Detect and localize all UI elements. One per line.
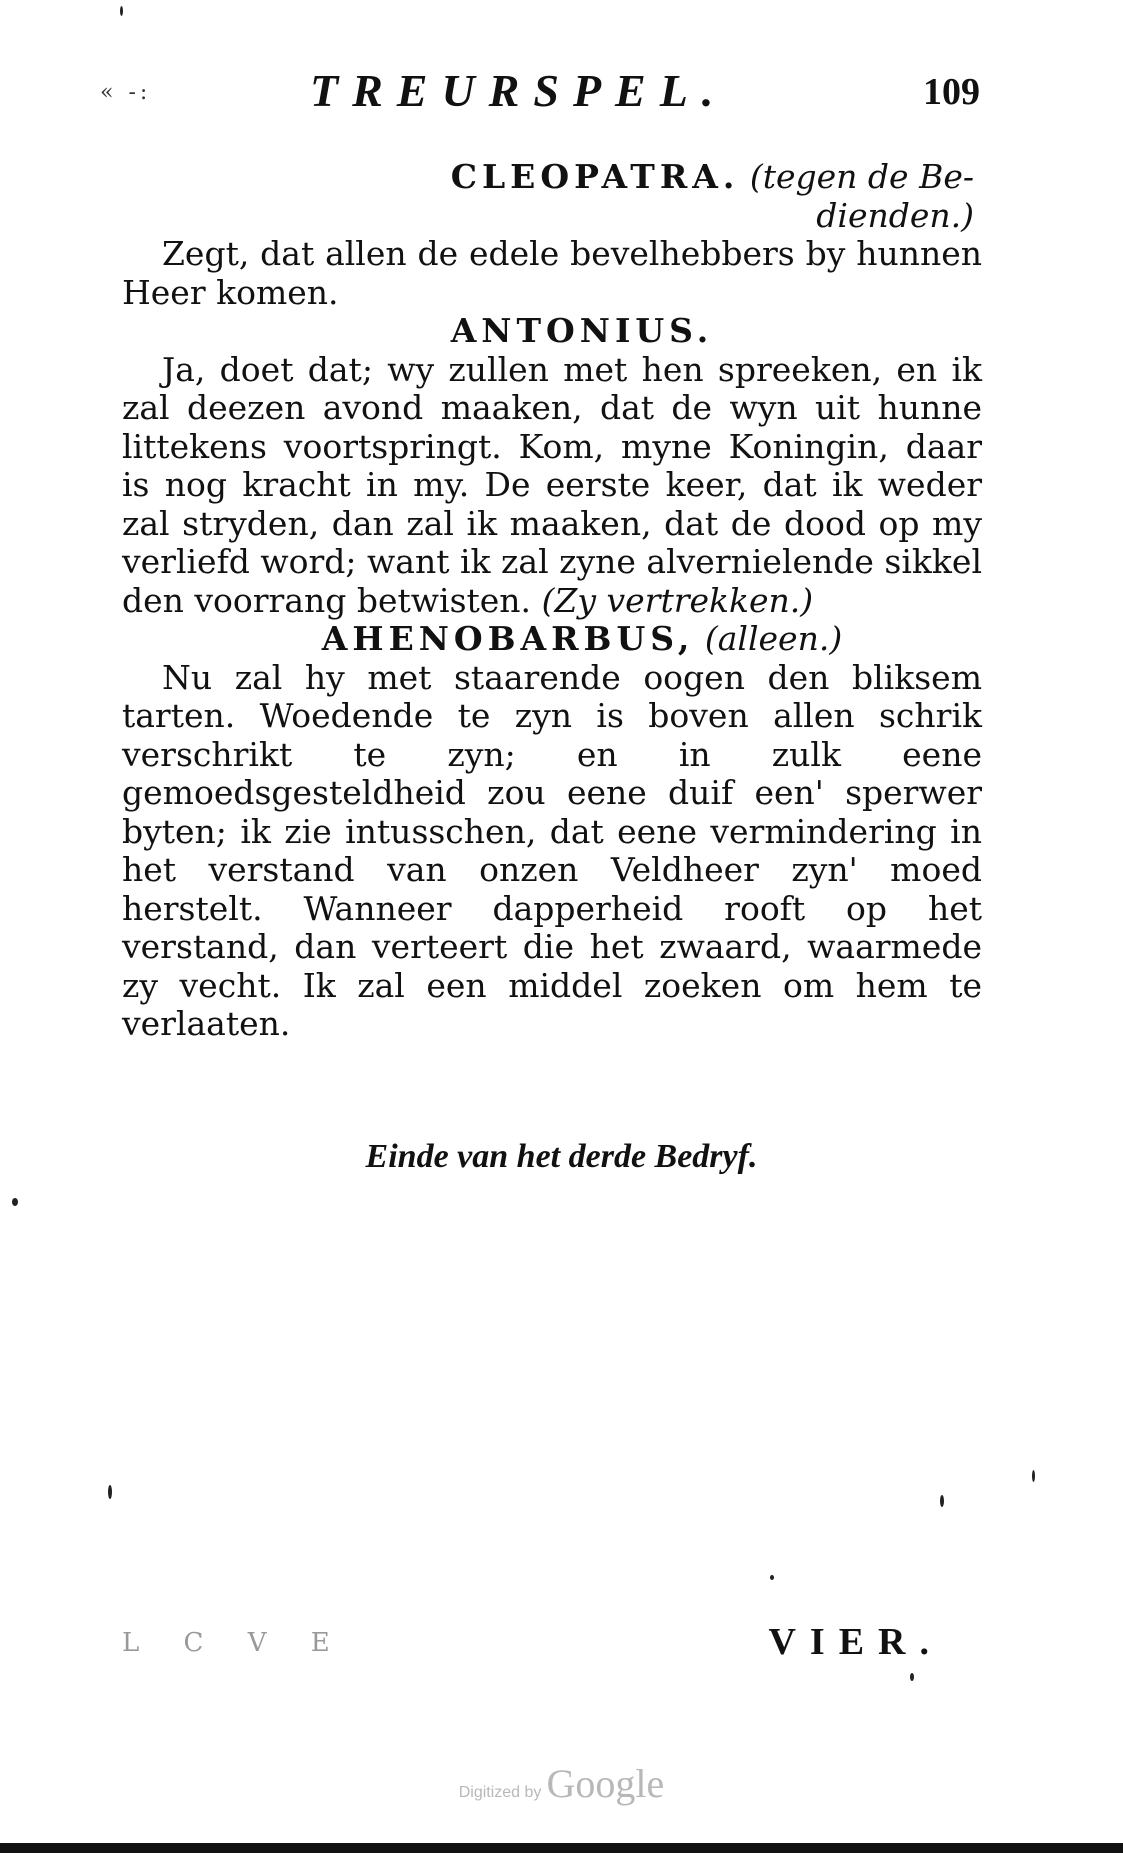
- speaker-antonius: ANTONIUS.: [450, 311, 714, 350]
- ahenobarbus-heading: [122, 620, 982, 659]
- print-speck: [108, 1485, 112, 1499]
- page-bottom-edge: [0, 1843, 1123, 1853]
- stage-direction-alone: (alleen.): [704, 619, 843, 658]
- digitization-watermark: [0, 1760, 1123, 1807]
- watermark-prefix: Digitized by: [458, 1784, 542, 1801]
- print-speck: [770, 1575, 774, 1580]
- signature-marks: L C V E: [122, 1628, 348, 1658]
- watermark-brand: Google: [546, 1761, 665, 1806]
- page-header: [100, 62, 980, 122]
- play-text: [122, 158, 982, 1044]
- catchword: VIER.: [768, 1621, 943, 1663]
- stage-direction-exit: (Zy vertrekken.): [541, 580, 814, 620]
- print-speck: [940, 1495, 944, 1507]
- speaker-ahenobarbus: AHENOBARBUS,: [321, 619, 695, 658]
- running-title: TREURSPEL.: [310, 65, 728, 116]
- print-speck: [12, 1198, 18, 1206]
- speech-antonius-text: Ja, doet dat; wy zullen met hen spreeken, en ik zal deezen avond maaken, dat de wyn uit hunne littekens voortspringt. Kom, myne Koningin, daar is nog kracht in my. De eerste keer, dat ik weder zal stryden, dan zal ik maaken, dat de dood op my verliefd word; want ik zal zyne alvernielende sikkel den voorrang betwisten.: [122, 349, 982, 620]
- page-number: 109: [923, 71, 980, 113]
- speech-cleopatra: Zegt, dat allen de edele bevelhebbers by hunnen Heer komen.: [122, 234, 982, 312]
- speaker-cleopatra: CLEOPATRA.: [450, 157, 740, 196]
- act-end-line: Einde van het derde Bedryf.: [365, 1138, 758, 1175]
- stage-direction-cleopatra-1: (tegen de Be-: [749, 157, 974, 196]
- speech-antonius: [122, 351, 982, 621]
- stage-direction-cleopatra-2: dienden.): [816, 195, 974, 235]
- print-speck: [120, 6, 123, 16]
- print-speck: [1032, 1470, 1035, 1482]
- cleopatra-heading: [122, 158, 982, 197]
- print-speck: [910, 1673, 914, 1681]
- speech-ahenobarbus: Nu zal hy met staarende oogen den bliksem tarten. Woedende te zyn is boven allen schrik verschrikt te zyn; en in zulk eene gemoedsgesteldheid zou eene duif een' sperwer byten; ik zie intusschen, dat eene vermindering in het verstand van onzen Veldheer zyn' moed herstelt. Wanneer dapperheid rooft op het verstand, dan verteert die het zwaard, waarmede zy vecht. Ik zal een middel zoeken om hem te verlaaten.: [122, 657, 982, 1043]
- header-marks: « -:: [100, 80, 152, 105]
- cleopatra-heading-continued: [122, 197, 982, 236]
- antonius-heading: [122, 312, 982, 351]
